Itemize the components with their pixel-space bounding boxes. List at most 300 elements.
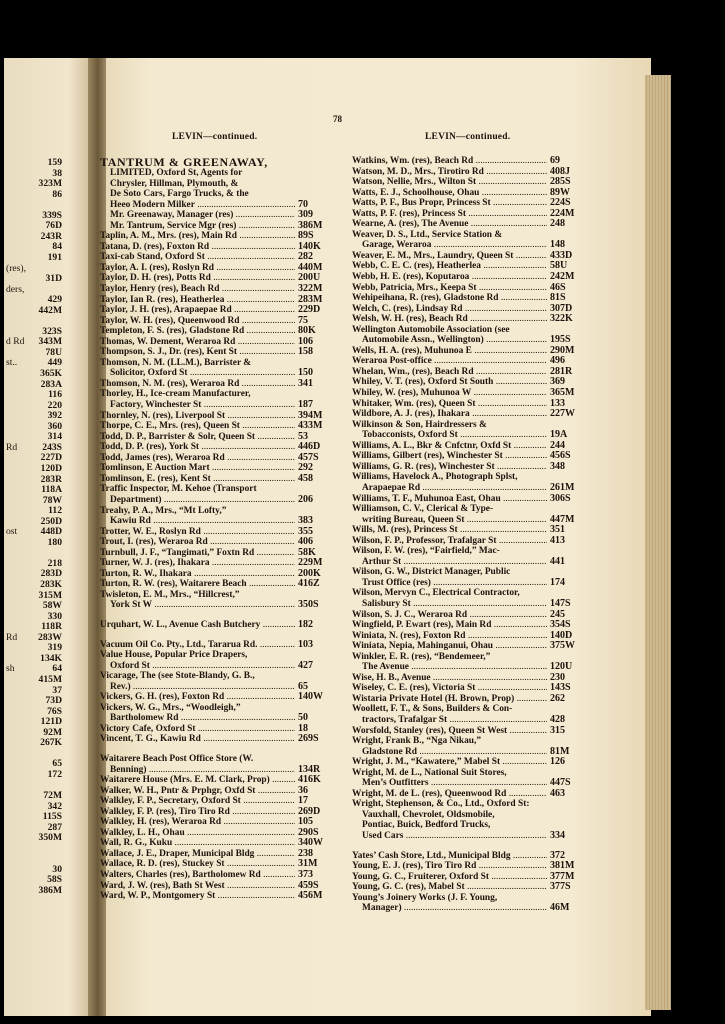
left-page-fragment xyxy=(6,875,62,885)
fragment-number: 267K xyxy=(40,738,62,748)
directory-entry xyxy=(100,421,322,432)
phone-number: 206 xyxy=(298,493,313,505)
phone-number: 140D xyxy=(550,629,573,641)
entry-text: York St W ..... xyxy=(100,600,295,611)
fragment-number: 116 xyxy=(48,390,62,400)
left-page-fragment xyxy=(6,369,62,379)
entry-text: Wells, H. A. (res), Muhunoa E ..... xyxy=(352,346,547,357)
entry-text: Whiley, V. T. (res), Oxford St South ..... xyxy=(352,377,547,388)
left-page-fragment xyxy=(6,707,62,717)
phone-number: 341 xyxy=(298,377,313,389)
left-page-fragment xyxy=(6,654,62,664)
phone-number: 89S xyxy=(298,230,314,242)
directory-entry: Young’s Joinery Works (J. F. Young, xyxy=(352,892,498,903)
directory-entry xyxy=(352,251,574,262)
entry-text: Waitarere House (Mrs. E. M. Clark, Prop) ..... xyxy=(100,775,295,786)
fragment-number: 343M xyxy=(38,337,62,347)
directory-entry xyxy=(352,610,574,621)
page-edges xyxy=(645,75,671,1010)
entry-text: Worsfold, Stanley (res), Queen St West ..... xyxy=(352,726,547,737)
directory-entry xyxy=(100,337,322,348)
directory-entry xyxy=(100,600,322,611)
directory-entry xyxy=(100,713,322,724)
directory-entry xyxy=(352,831,574,842)
directory-entry xyxy=(100,724,322,735)
entry-text: Tomlinson, E. (res), Kent St ..... xyxy=(100,474,295,485)
directory-entry xyxy=(352,557,574,568)
entry-text: Taylor, W. H. (res), Queenwood Rd ..... xyxy=(100,316,295,327)
entry-text: Taylor, D. H. (res), Potts Rd ..... xyxy=(100,273,295,284)
phone-number: 457S xyxy=(298,451,319,463)
directory-entry xyxy=(352,346,574,357)
fragment-text: d Rd xyxy=(6,337,25,347)
directory-entry xyxy=(352,188,574,199)
directory-entry xyxy=(352,209,574,220)
entry-text: Welsh, W. H. (res), Beach Rd ..... xyxy=(352,314,547,325)
fragment-number: 330 xyxy=(47,611,62,622)
fragment-text: sh xyxy=(6,664,15,674)
phone-number: 227W xyxy=(550,408,575,420)
phone-number: 200U xyxy=(298,272,321,284)
entry-text: Weraroa Post-office ..... xyxy=(352,356,547,367)
entry-text: Thompson, S. J., Dr. (res), Kent St ..... xyxy=(100,347,295,358)
phone-number: 446D xyxy=(298,441,321,453)
entry-text: Taylor, Ian R. (res), Heatherlea ..... xyxy=(100,295,295,306)
fragment-number: 118A xyxy=(41,485,62,495)
entry-text: Kawiu Rd ..... xyxy=(100,516,295,527)
fragment-number: 449 xyxy=(47,358,62,369)
section-gap xyxy=(100,745,322,754)
entry-text: Walkley, H. (res), Weraroa Rd ..... xyxy=(100,817,295,828)
directory-entry xyxy=(100,579,322,590)
phone-number: 282 xyxy=(298,251,313,263)
entry-text: tractors, Trafalgar St ..... xyxy=(352,715,547,726)
phone-number: 290S xyxy=(298,826,319,838)
directory-entry xyxy=(100,537,322,548)
directory-entry xyxy=(352,483,574,494)
fragment-text: ost xyxy=(6,527,18,537)
entry-text: Mr. Greenaway, Manager (res) ..... xyxy=(100,210,295,221)
fragment-number: 72M xyxy=(43,791,62,801)
left-page-fragment xyxy=(6,791,62,801)
entry-text: Turton, R. W. (res), Waitarere Beach ..... xyxy=(100,579,295,590)
fragment-number: 283W xyxy=(38,632,62,643)
directory-entry xyxy=(352,283,574,294)
directory-column-left xyxy=(100,156,322,902)
section-gap xyxy=(100,631,322,640)
fragment-number: 323S xyxy=(42,326,62,337)
entry-text: Walkley, F. P., Secretary, Oxford St ..... xyxy=(100,796,295,807)
directory-entry xyxy=(352,156,574,167)
directory-entry: Value House, Popular Price Drapers, xyxy=(100,650,248,661)
phone-number: 261M xyxy=(550,481,575,493)
fragment-number: 442M xyxy=(38,305,62,316)
entry-text: Wilson, F. P., Professor, Trafalgar St ..... xyxy=(352,536,547,547)
left-page-fragment xyxy=(6,622,62,632)
directory-entry xyxy=(352,882,574,893)
phone-number: 354S xyxy=(550,619,571,631)
fragment-number: 283K xyxy=(40,580,62,590)
fragment-number: 172 xyxy=(47,769,62,780)
directory-entry xyxy=(100,474,322,485)
left-page-fragment xyxy=(6,506,62,516)
phone-number: 447S xyxy=(550,777,571,789)
directory-entry: Wilson, Mervyn C., Electrical Contractor, xyxy=(352,588,520,599)
entry-text: Turnbull, J. F., “Tangimati,” Foxtn Rd ..... xyxy=(100,548,295,559)
directory-entry xyxy=(352,903,574,914)
entry-text: Turton, R. W., Ihakara ..... xyxy=(100,569,295,580)
phone-number: 224M xyxy=(550,207,575,219)
left-page-fragment xyxy=(6,527,62,537)
phone-number: 433D xyxy=(550,249,573,261)
fragment-number: 365K xyxy=(40,369,62,379)
phone-number: 242M xyxy=(550,271,575,283)
phone-number: 89W xyxy=(550,186,570,198)
directory-entry xyxy=(100,734,322,745)
left-page-fragment xyxy=(6,158,62,168)
directory-entry: Thomson, N. M. (LL.M.), Barrister & xyxy=(100,357,252,368)
left-page-fragment xyxy=(6,833,62,843)
directory-entry xyxy=(352,757,574,768)
directory-entry xyxy=(352,599,574,610)
fragment-number: 191 xyxy=(47,252,62,263)
entry-text: Oxford St ..... xyxy=(100,661,295,672)
entry-text: Factory, Winchester St ..... xyxy=(100,400,295,411)
fragment-number: 112 xyxy=(48,506,62,516)
entry-text: Wistaria Private Hotel (H. Brown, Prop) ..... xyxy=(352,694,547,705)
left-page-fragment xyxy=(6,612,62,622)
fragment-number: 448D xyxy=(40,527,62,537)
directory-entry xyxy=(352,620,574,631)
phone-number: 262 xyxy=(550,692,565,704)
left-page-fragment xyxy=(6,432,62,442)
directory-entry xyxy=(352,715,574,726)
entry-text: Wise, H. B., Avenue ..... xyxy=(352,673,547,684)
fragment-number: 120D xyxy=(40,463,62,474)
phone-number: 134R xyxy=(298,763,321,775)
left-page-fragment xyxy=(6,485,62,495)
directory-entry xyxy=(352,377,574,388)
entry-text: Todd, D. P., Barrister & Solr, Queen St ..... xyxy=(100,432,295,443)
phone-number: 290M xyxy=(550,344,575,356)
entry-text: Thornley, N. (res), Liverpool St ..... xyxy=(100,411,295,422)
entry-text: Walters, Charles (res), Bartholomew Rd ..... xyxy=(100,870,295,881)
left-page-fragment xyxy=(6,306,62,316)
phone-number: 244 xyxy=(550,439,565,451)
phone-number: 428 xyxy=(550,713,565,725)
directory-entry: Vicarage, The (see Stote-Blandy, G. B., xyxy=(100,671,255,682)
phone-number: 315 xyxy=(550,724,565,736)
entry-text: Taylor, Henry (res), Beach Rd ..... xyxy=(100,284,295,295)
directory-entry xyxy=(352,399,574,410)
directory-entry: Winkler, E. R. (res), “Bendemeer,” xyxy=(352,651,491,662)
directory-entry xyxy=(352,430,574,441)
phone-number: 140W xyxy=(298,691,323,703)
fragment-number: 243S xyxy=(42,442,62,453)
phone-number: 106 xyxy=(298,335,313,347)
phone-number: 50 xyxy=(298,712,308,724)
phone-number: 463 xyxy=(550,787,565,799)
directory-entry xyxy=(100,558,322,569)
entry-text: Wallace, J. E., Draper, Municipal Bldg ..... xyxy=(100,849,295,860)
left-page-fragment xyxy=(6,538,62,548)
left-page-fragment xyxy=(6,179,62,189)
phone-number: 17 xyxy=(298,795,308,807)
directory-entry xyxy=(100,411,322,422)
directory-entry xyxy=(100,870,322,881)
phone-number: 416Z xyxy=(298,578,320,590)
directory-entry xyxy=(100,838,322,849)
fragment-number: 38 xyxy=(52,168,62,179)
fragment-number: 243R xyxy=(40,231,62,242)
directory-entry xyxy=(352,494,574,505)
directory-entry xyxy=(100,765,322,776)
directory-entry xyxy=(352,388,574,399)
phone-number: 65 xyxy=(298,680,308,692)
left-page-fragment xyxy=(6,242,62,252)
phone-number: 81M xyxy=(550,745,570,757)
fragment-number: 180 xyxy=(47,537,62,548)
phone-number: 383 xyxy=(298,515,313,527)
entry-text: Tomlinson, E Auction Mart ..... xyxy=(100,463,295,474)
fragment-number: 283R xyxy=(40,474,62,485)
directory-entry: Wilson, F. W. (res), “Fairfield,” Mac- xyxy=(352,546,500,557)
left-page-fragment xyxy=(6,643,62,653)
directory-entry: Thorley, H., Ice-cream Manufacturer, xyxy=(100,389,251,400)
phone-number: 306S xyxy=(550,492,571,504)
left-page-fragment xyxy=(6,390,62,400)
fragment-number: 350M xyxy=(38,833,62,843)
entry-text: Bartholomew Rd ..... xyxy=(100,713,295,724)
phone-number: 46S xyxy=(550,281,566,293)
phone-number: 369 xyxy=(550,376,565,388)
left-page-fragment xyxy=(6,232,62,242)
phone-number: 427 xyxy=(298,659,313,671)
phone-number: 245 xyxy=(550,608,565,620)
directory-entry: LIMITED, Oxford St, Agents for xyxy=(110,168,243,178)
entry-text: Watts, E. J., Schoolhouse, Ohau ..... xyxy=(352,188,547,199)
entry-text: Whelan, Wm., (res), Beach Rd ..... xyxy=(352,367,547,378)
fragment-text: ders, xyxy=(6,284,25,295)
directory-entry: Wright, M. de L., National Suit Stores, xyxy=(352,767,507,778)
fragment-number: 319 xyxy=(47,643,62,653)
entry-text: Watson, Nellie, Mrs., Wilton St ..... xyxy=(352,177,547,188)
directory-entry: Chrysler, Hillman, Plymouth, & xyxy=(110,178,239,189)
directory-entry: Waitarere Beach Post Office Store (W. xyxy=(100,753,254,764)
entry-text: writing Bureau, Queen St ..... xyxy=(352,515,547,526)
phone-number: 496 xyxy=(550,355,565,367)
entry-text: Wright, J. M., “Kawatere,” Mabel St ..... xyxy=(352,757,547,768)
directory-entry xyxy=(352,778,574,789)
entry-text: Whitaker, Wm. (res), Queen St ..... xyxy=(352,399,547,410)
directory-entry xyxy=(100,463,322,474)
fragment-number: 78W xyxy=(42,495,62,506)
directory-entry xyxy=(352,641,574,652)
fragment-number: 115S xyxy=(42,812,62,822)
left-page-fragment xyxy=(6,211,62,221)
fragment-number: 250D xyxy=(40,516,62,527)
phone-number: 372 xyxy=(550,849,565,861)
phone-number: 334 xyxy=(550,830,565,841)
directory-entry xyxy=(100,569,322,580)
directory-entry xyxy=(352,314,574,325)
phone-number: 440M xyxy=(298,261,323,273)
phone-number: 351 xyxy=(550,524,565,536)
entry-text: Vickers, G. H. (res), Foxton Rd ..... xyxy=(100,692,295,703)
fragment-number: 78U xyxy=(45,347,62,358)
phone-number: 456S xyxy=(550,450,571,462)
directory-entry xyxy=(100,548,322,559)
directory-entry xyxy=(352,356,574,367)
fragment-number: 283A xyxy=(40,379,62,390)
directory-entry: Wellington Automobile Association (see xyxy=(352,324,510,335)
phone-number: 365M xyxy=(550,387,575,399)
left-page-fragment xyxy=(6,496,62,506)
directory-entry: Williamson, C. V., Clerical & Type- xyxy=(352,504,494,515)
directory-entry xyxy=(352,683,574,694)
entry-text: Watkins, Wm. (res), Beach Rd ..... xyxy=(352,156,547,167)
entry-text: Winiata, N. (res), Foxton Rd ..... xyxy=(352,631,547,642)
phone-number: 19A xyxy=(550,429,568,441)
directory-entry xyxy=(352,198,574,209)
entry-text: Watts, P. F. (res), Princess St ..... xyxy=(352,209,547,220)
fragment-text: Rd xyxy=(6,632,18,643)
phone-number: 408J xyxy=(550,165,570,177)
directory-entry xyxy=(352,167,574,178)
entry-text: Tobacconists, Oxford St ..... xyxy=(352,430,547,441)
phone-number: 340W xyxy=(298,837,323,849)
entry-text: Solicitor, Oxford St ..... xyxy=(100,368,295,379)
phone-number: 58K xyxy=(298,546,316,558)
directory-entry xyxy=(100,817,322,828)
fragment-number: 218 xyxy=(47,558,62,569)
phone-number: 350S xyxy=(298,599,319,611)
left-page-fragment xyxy=(6,348,62,358)
directory-entry: Wilson, G. W., District Manager, Public xyxy=(352,567,511,578)
fragment-number: 73D xyxy=(45,696,62,706)
entry-text: Wallace, R. D. (res), Stuckey St ..... xyxy=(100,859,295,870)
fragment-number: 415M xyxy=(38,674,62,685)
directory-entry xyxy=(352,726,574,737)
left-page-fragment xyxy=(6,285,62,295)
fragment-number: 84 xyxy=(52,242,62,252)
fragment-number: 159 xyxy=(47,158,62,168)
fragment-number: 323M xyxy=(38,179,62,189)
directory-entry xyxy=(100,640,322,651)
phone-number: 133 xyxy=(550,397,565,409)
phone-number: 283M xyxy=(298,293,323,305)
entry-text: Wills, M. (res), Princess St ..... xyxy=(352,525,547,536)
phone-number: 31M xyxy=(298,858,318,870)
entry-text: Mr. Tantrum, Service Mgr (res) ..... xyxy=(100,221,295,232)
directory-entry xyxy=(352,861,574,872)
directory-entry: Traffic Inspector, M. Kehoe (Transport xyxy=(100,484,257,495)
directory-entry xyxy=(352,304,574,315)
entry-text: Williams, A. L., Bkr & Cnfctnr, Oxfd St ..... xyxy=(352,441,547,452)
directory-entry xyxy=(100,859,322,870)
entry-text: Walkley, F. P. (res), Tiro Tiro Rd ..... xyxy=(100,807,295,818)
entry-text: Taplin, A. M., Mrs. (res), Main Rd ..... xyxy=(100,231,295,242)
entry-text: Ward, J. W. (res), Bath St West ..... xyxy=(100,881,295,892)
entry-text: Used Cars ..... xyxy=(352,831,547,842)
entry-text: Webb, C. E. C. (res), Heatherlea ..... xyxy=(352,261,547,272)
phone-number: 281R xyxy=(550,365,573,377)
entry-text: Rev.) ..... xyxy=(100,682,295,693)
directory-entry xyxy=(352,536,574,547)
entry-text: Young, G. C. (res), Mabel St ..... xyxy=(352,882,547,893)
left-page-fragment xyxy=(6,327,62,337)
entry-text: Arthur St ..... xyxy=(352,557,547,568)
left-page-fragment xyxy=(6,759,62,769)
left-page-fragment xyxy=(6,675,62,685)
phone-number: 459S xyxy=(298,879,319,891)
left-page-fragment xyxy=(6,221,62,231)
left-page-fragment xyxy=(6,865,62,875)
entry-text: Wiseley, C. E. (res), Victoria St ..... xyxy=(352,683,547,694)
directory-entry: De Soto Cars, Fargo Trucks, & the xyxy=(110,189,249,200)
directory-entry xyxy=(352,694,574,705)
entry-text: Williams, T. F., Muhunoa East, Ohau ..... xyxy=(352,494,547,505)
left-page-fragment xyxy=(6,401,62,411)
left-page-fragment xyxy=(6,295,62,305)
left-page-fragment xyxy=(6,664,62,674)
phone-number: 224S xyxy=(550,197,571,209)
directory-entry xyxy=(100,495,322,506)
entry-text: Walkley, L. H., Ohau ..... xyxy=(100,828,295,839)
directory-entry xyxy=(100,231,322,242)
fragment-number: 92M xyxy=(43,727,62,738)
entry-text: Wilson, S. J. C., Weraroa Rd ..... xyxy=(352,610,547,621)
fragment-text: Rd xyxy=(6,442,18,453)
directory-entry xyxy=(100,786,322,797)
entry-text: Urquhart, W. L., Avenue Cash Butchery ..... xyxy=(100,620,295,631)
left-page-fragment xyxy=(6,601,62,611)
directory-entry: Vauxhall, Chevrolet, Oldsmobile, xyxy=(362,809,495,820)
phone-number: 309 xyxy=(298,209,313,221)
directory-entry: Weaver, D. S., Ltd., Service Station & xyxy=(352,229,503,240)
left-page xyxy=(4,58,96,1016)
phone-number: 46M xyxy=(550,902,570,914)
phone-number: 394M xyxy=(298,409,323,421)
directory-entry xyxy=(100,807,322,818)
directory-entry xyxy=(100,453,322,464)
phone-number: 386M xyxy=(298,219,323,231)
directory-entry xyxy=(352,293,574,304)
entry-text: Whiley, W. (res), Muhunoa W ..... xyxy=(352,388,547,399)
phone-number: 381M xyxy=(550,860,575,872)
page-number: 78 xyxy=(333,114,342,124)
entry-text: Heeo Modern Milker ..... xyxy=(100,200,295,211)
fragment-number: 287 xyxy=(47,822,62,833)
phone-number: 229M xyxy=(298,557,323,569)
entry-text: Templeton, F. S. (res), Gladstone Rd ..... xyxy=(100,326,295,337)
directory-entry: Wright, Stephenson, & Co., Ltd., Oxford St: xyxy=(352,799,530,810)
fragment-number: 30 xyxy=(52,864,62,875)
entry-text: Yates’ Cash Store, Ltd., Municipal Bldg ..... xyxy=(352,851,547,862)
directory-entry xyxy=(100,442,322,453)
directory-entry xyxy=(100,692,322,703)
entry-text: Vacuum Oil Co. Pty., Ltd., Tararua Rd. ..... xyxy=(100,640,295,651)
directory-entry: Treahy, P. A., Mrs., “Mt Lofty,” xyxy=(100,505,227,516)
left-page-fragment xyxy=(6,802,62,812)
directory-entry xyxy=(100,661,322,672)
directory-column-right xyxy=(352,156,574,914)
fragment-number: 31D xyxy=(45,274,62,284)
phone-number: 80K xyxy=(298,325,316,337)
left-page-fragment xyxy=(6,453,62,463)
entry-text: Turner, W. J. (res), Ihakara ..... xyxy=(100,558,295,569)
entry-text: Williams, G. R. (res), Winchester St ..... xyxy=(352,462,547,473)
